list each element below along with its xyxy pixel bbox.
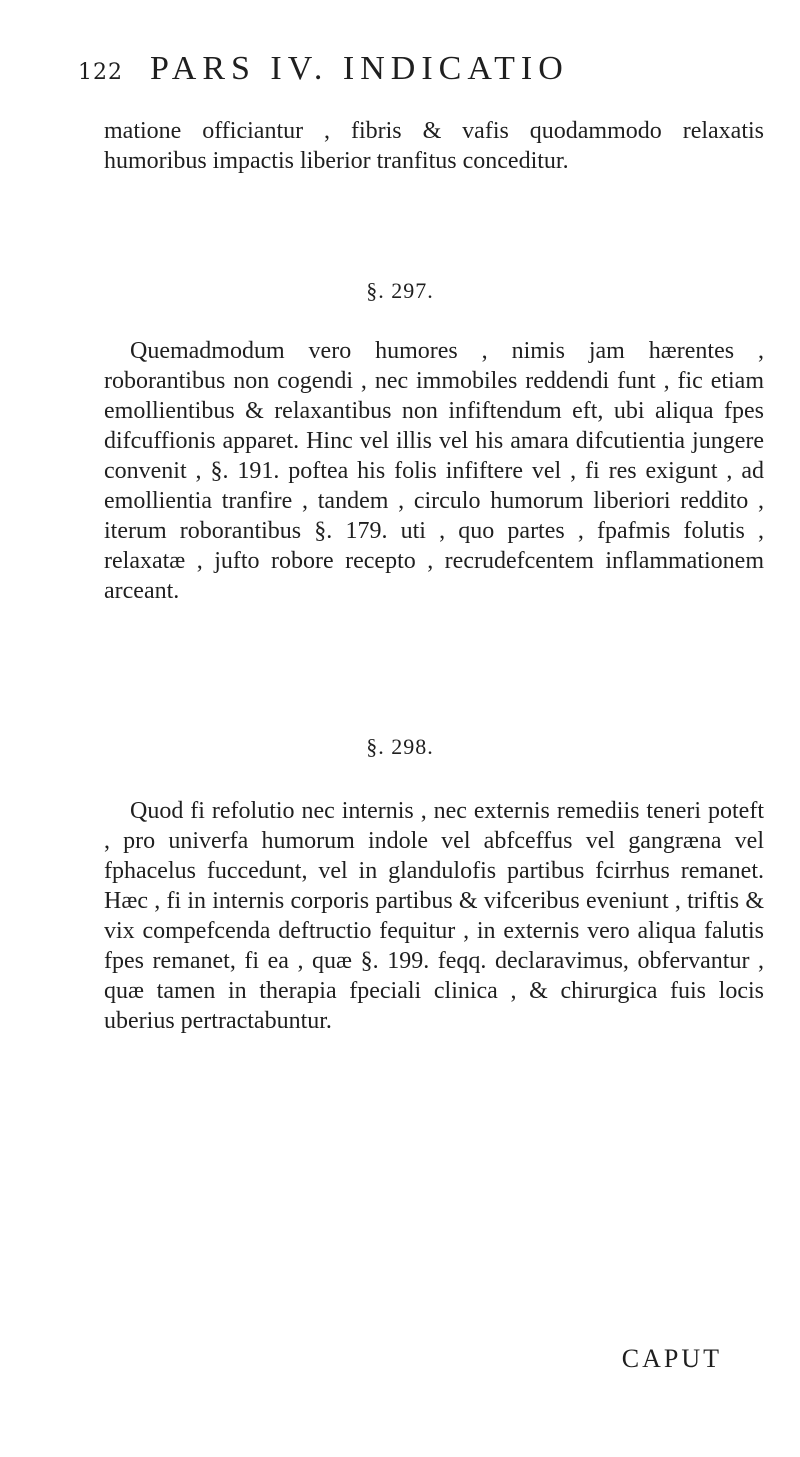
paragraph-297 <box>104 336 764 606</box>
section-heading-297: §. 297. <box>366 278 434 303</box>
running-head-title: PARS IV. INDICATIO <box>150 50 569 87</box>
page-number: 122 <box>78 60 123 85</box>
paragraph-text: Quemadmodum vero humores , nimis jam hærentes , roborantibus non cogendi , nec immobiles reddendi funt , fic etiam emollientibus & relaxantibus non infiftendum eft, ubi aliqua fpes difcuffionis apparet. Hinc vel illis vel his amara difcutientia jungere convenit , §. 191. poftea his folis infiftere vel , fi res exigunt , ad emollientia tranfire , tandem , circulo humorum liberiori reddito , iterum roborantibus §. 179. uti , quo partes , fpafmis folutis , relaxatæ , jufto robore recepto , recrudefcentem inflammationem arceant. <box>104 338 764 604</box>
running-head <box>78 50 758 100</box>
section-heading-298: §. 298. <box>366 734 434 759</box>
paragraph-text: Quod fi refolutio nec internis , nec externis remediis teneri poteft , pro univerfa humorum indole vel abfceffus vel gangræna vel fphacelus fuccedunt, vel in glandulofis partibus fcirrhus remanet. Hæc , fi in internis corporis partibus & vifceribus eveniunt , triftis & vix compefcenda deftructio fequitur , in externis vero aliqua falutis fpes remanet, fi ea , quæ §. 199. feqq. declaravimus, obfervantur , quæ tamen in therapia fpeciali clinica , & chirurgica fuis locis uberius pertractabuntur. <box>104 798 764 1034</box>
paragraph-text: matione officiantur , fibris & vafis quodammodo relaxatis humoribus impactis liberior tranfitus conceditur. <box>104 118 764 174</box>
paragraph-298 <box>104 796 764 1036</box>
paragraph-continuation <box>104 116 764 176</box>
catchword: CAPUT <box>621 1344 722 1373</box>
